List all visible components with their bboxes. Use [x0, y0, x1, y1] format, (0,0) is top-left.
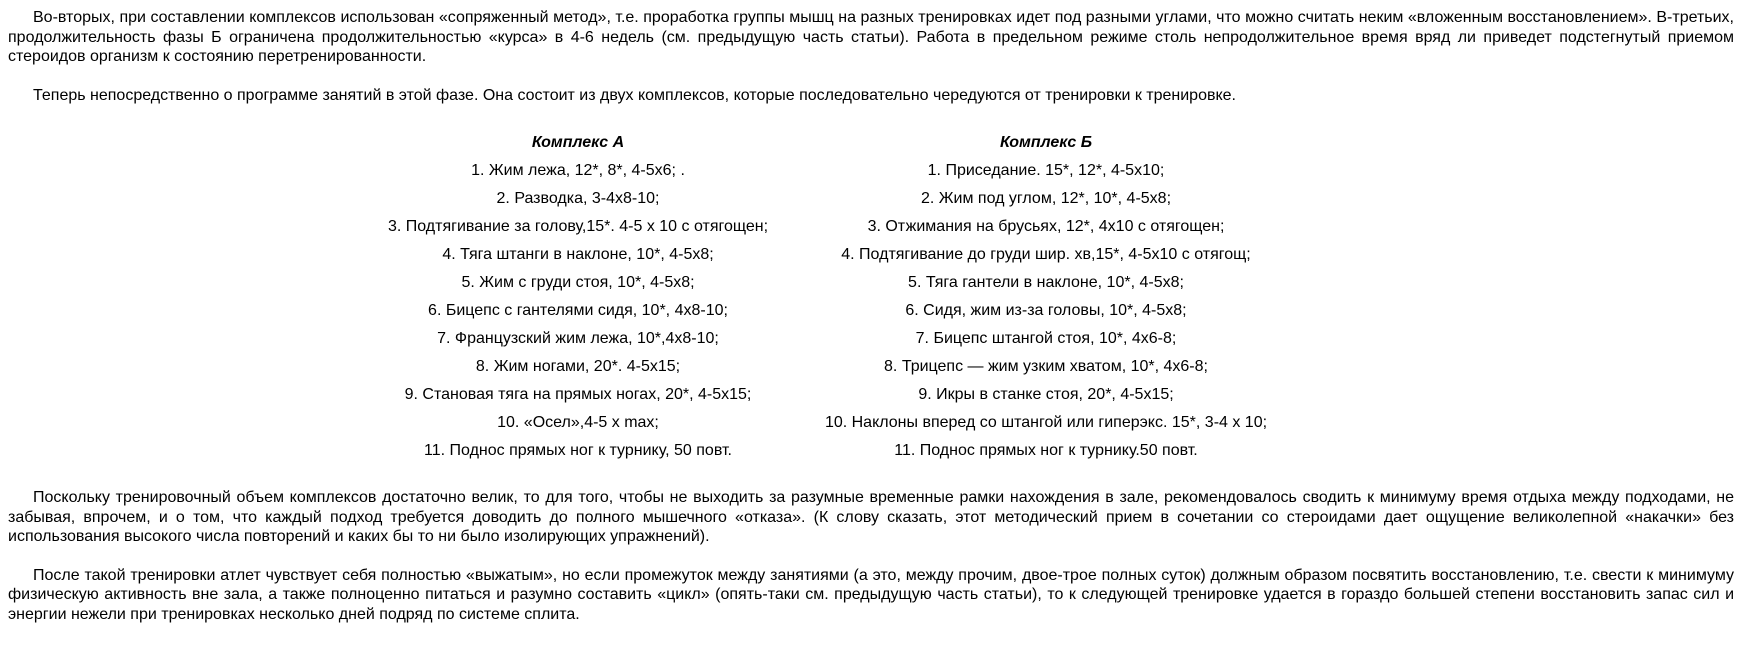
paragraph-recovery: После такой тренировки атлет чувствует себя полностью «выжатым», но если промежуток между занятиями (а это, между прочим, двое-трое полных суток) должным образом посвятить восстановлению, т.е. свести к минимуму физическую активность вне зала, а также полноценно питаться и разумно составить «цикл» (опять-таки см. предыдущую часть статьи), то к следующей тренировке удается в гораздо большей степени восстановить запас сил и энергии нежели при тренировках несколько дней подряд по системе сплита.	[8, 566, 1734, 623]
complex-a-exercise-6: 6. Бицепс с гантелями сидя, 10*, 4х8-10;	[428, 302, 728, 319]
complex-a-exercise-9: 9. Становая тяга на прямых ногах, 20*, 4-5х15;	[404, 386, 752, 403]
complex-a-exercise-1: 1. Жим лежа, 12*, 8*, 4-5х6; .	[471, 162, 685, 179]
complex-b-exercise-7: 7. Бицепс штангой стоя, 10*, 4х6-8;	[915, 330, 1177, 347]
complex-b-exercise-6: 6. Сидя, жим из-за головы, 10*, 4-5х8;	[905, 302, 1187, 319]
paragraph-intro-methods: Во-вторых, при составлении комплексов использован «сопряженный метод», т.е. проработка группы мышц на разных тренировках идет под разными углами, что можно считать неким «вложенным восстановлением». В-третьих, продолжительность фазы Б ограничена продолжительностью «курса» в 4-6 недель (см. предыдущую часть статьи). Работа в предельном режиме столь непродолжительное время вряд ли приведет подстегнутый приемом стероидов организм к состоянию перетренированности.	[8, 9, 1734, 65]
complex-b-exercise-4: 4. Подтягивание до груди шир. хв,15*, 4-5х10 с отягощ;	[841, 246, 1251, 263]
complex-b-column	[766, 129, 1326, 465]
complex-b-exercise-9: 9. Икры в станке стоя, 20*, 4-5х15;	[918, 386, 1174, 403]
training-complexes	[8, 129, 1734, 469]
complex-a-exercise-8: 8. Жим ногами, 20*. 4-5х15;	[475, 358, 681, 375]
complex-a-exercise-11: 11. Поднос прямых ног к турнику, 50 повт.	[424, 442, 732, 459]
complex-b-exercise-3: 3. Отжимания на брусьях, 12*, 4х10 с отягощен;	[867, 218, 1225, 235]
paragraph-program-overview: Теперь непосредственно о программе занятий в этой фазе. Она состоит из двух комплексов, которые последовательно чередуются от тренировки к тренировке.	[33, 86, 1236, 104]
complex-b-exercise-11: 11. Поднос прямых ног к турнику.50 повт.	[894, 442, 1198, 459]
complex-b-exercise-5: 5. Тяга гантели в наклоне, 10*, 4-5х8;	[908, 274, 1184, 291]
complex-a-exercise-3: 3. Подтягивание за голову,15*. 4-5 х 10 с отягощен;	[387, 218, 769, 235]
complex-b-exercise-8: 8. Трицепс — жим узким хватом, 10*, 4х6-8;	[884, 358, 1208, 375]
complex-a-exercise-4: 4. Тяга штанги в наклоне, 10*, 4-5х8;	[442, 246, 714, 263]
complex-b-exercise-10: 10. Наклоны вперед со штангой или гиперэкс. 15*, 3-4 х 10;	[824, 414, 1268, 431]
complex-b-exercise-1: 1. Приседание. 15*, 12*, 4-5х10;	[927, 162, 1165, 179]
complex-a-title: Комплекс А	[531, 134, 625, 151]
complex-a-exercise-5: 5. Жим с груди стоя, 10*, 4-5х8;	[461, 274, 695, 291]
complex-b-exercise-2: 2. Жим под углом, 12*, 10*, 4-5х8;	[920, 190, 1172, 207]
complex-a-exercise-2: 2. Разводка, 3-4х8-10;	[496, 190, 660, 207]
complex-a-exercise-7: 7. Французский жим лежа, 10*,4х8-10;	[437, 330, 719, 347]
complex-a-exercise-10: 10. «Осел»,4-5 х max;	[497, 414, 659, 431]
complex-b-title: Комплекс Б	[999, 134, 1093, 151]
paragraph-training-volume: Поскольку тренировочный объем комплексов достаточно велик, то для того, чтобы не выходить за разумные временные рамки нахождения в зале, рекомендовалось сводить к минимуму время отдыха между подходами, не забывая, впрочем, и о том, что каждый подход требуется доводить до полного мышечного «отказа». (К слову сказать, этот методический прием в сочетании со стероидами дает ощущение великолепной «накачки» без использования высокого числа повторений и каких бы то ни было изолирующих упражнений).	[8, 489, 1734, 545]
